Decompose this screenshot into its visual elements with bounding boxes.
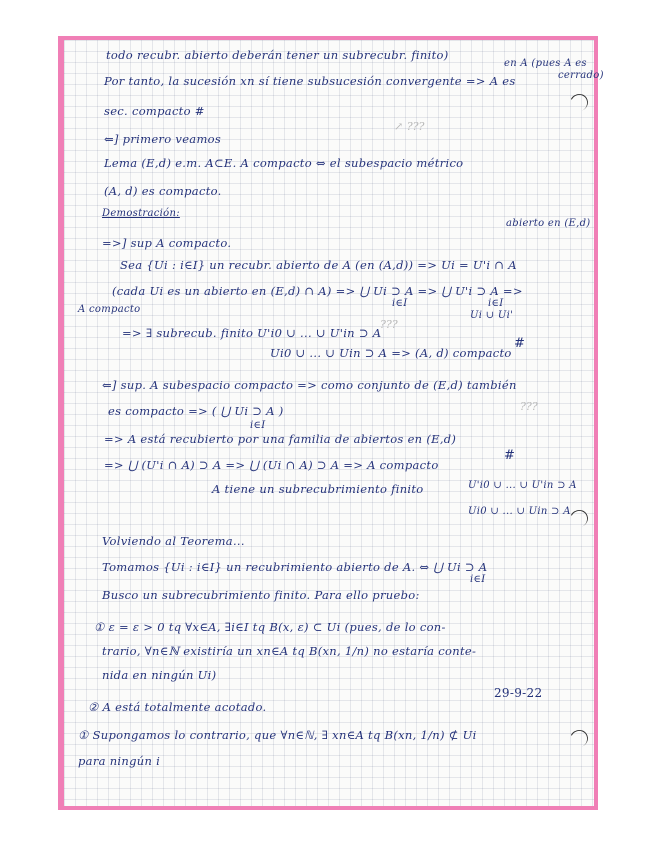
note-line: =>] sup A compacto.	[102, 236, 232, 250]
margin-note: cerrado)	[558, 70, 604, 81]
note-line: trario, ∀n∈ℕ existiría un xn∈A tq B(xn, 1/n) no estaría conte-	[102, 644, 477, 658]
note-line: Busco un subrecubrimiento finito. Para ello pruebo:	[102, 588, 420, 602]
margin-note: en A (pues A es	[504, 58, 587, 69]
note-line: => ⋃ (U'i ∩ A) ⊃ A => ⋃ (Ui ∩ A) ⊃ A => A compacto	[104, 458, 439, 472]
binder-ring	[568, 91, 591, 113]
subscript-note: Ui ∪ Ui'	[470, 310, 514, 321]
note-line: => ∃ subrecub. finito U'i0 ∪ ... ∪ U'in ⊃ A	[122, 326, 382, 340]
note-line: ② A está totalmente acotado.	[88, 700, 267, 714]
end-proof-mark: #	[504, 448, 516, 463]
notebook-page	[64, 40, 604, 806]
section-line: Volviendo al Teorema...	[102, 534, 245, 548]
note-line: ⇐] sup. A subespacio compacto => como conjunto de (E,d) también	[102, 378, 517, 392]
note-line: Tomamos {Ui : i∈I} un recubrimiento abierto de A. ⇔ ⋃ Ui ⊃ A	[102, 560, 488, 574]
note-line: (cada Ui es un abierto en (E,d) ∩ A) => ⋃ Ui ⊃ A => ⋃ U'i ⊃ A =>	[112, 284, 523, 298]
binder-ring	[568, 727, 591, 749]
note-line: => A está recubierto por una familia de abiertos en (E,d)	[104, 432, 457, 446]
subscript-note: i∈I	[470, 574, 486, 585]
note-line: para ningún i	[78, 754, 161, 768]
note-line: nida en ningún Ui)	[102, 668, 217, 682]
margin-note: A compacto	[78, 304, 141, 315]
subscript-note: i∈I	[392, 298, 408, 309]
margin-note: Ui0 ∪ ... ∪ Uin ⊃ A	[468, 506, 571, 517]
note-line: sec. compacto #	[104, 104, 205, 118]
pencil-mark: ↗ ???	[394, 120, 425, 133]
demonstration-heading: Demostración:	[102, 208, 180, 219]
margin-note: abierto en (E,d)	[506, 218, 591, 229]
pencil-mark: ???	[380, 318, 398, 331]
pencil-mark: ???	[520, 400, 538, 413]
note-line: todo recubr. abierto deberán tener un subrecubr. finito)	[106, 48, 449, 62]
date-note: 29-9-22	[494, 686, 543, 700]
note-line: Sea {Ui : i∈I} un recubr. abierto de A (en (A,d)) => Ui = U'i ∩ A	[120, 258, 517, 272]
note-line: ① Supongamos lo contrario, que ∀n∈ℕ, ∃ xn∈A tq B(xn, 1/n) ⊄ Ui	[78, 728, 477, 742]
margin-note: U'i0 ∪ ... ∪ U'in ⊃ A	[468, 480, 577, 491]
subscript-note: i∈I	[250, 420, 266, 431]
note-line: es compacto => ( ⋃ Ui ⊃ A )	[108, 404, 284, 418]
subscript-note: i∈I	[488, 298, 504, 309]
lemma-line: Lema (E,d) e.m. A⊂E. A compacto ⇔ el subespacio métrico	[104, 156, 464, 170]
note-line: ⇐] primero veamos	[104, 132, 222, 146]
note-line: A tiene un subrecubrimiento finito	[212, 482, 424, 496]
note-line: Por tanto, la sucesión xn sí tiene subsucesión convergente => A es	[104, 74, 516, 88]
binder-ring	[568, 507, 591, 529]
note-line: Ui0 ∪ ... ∪ Uin ⊃ A => (A, d) compacto	[270, 346, 512, 360]
end-proof-mark: #	[514, 336, 526, 351]
note-line: ① ε = ε > 0 tq ∀x∈A, ∃i∈I tq B(x, ε) ⊂ Ui (pues, de lo con-	[94, 620, 446, 634]
note-line: (A, d) es compacto.	[104, 184, 222, 198]
